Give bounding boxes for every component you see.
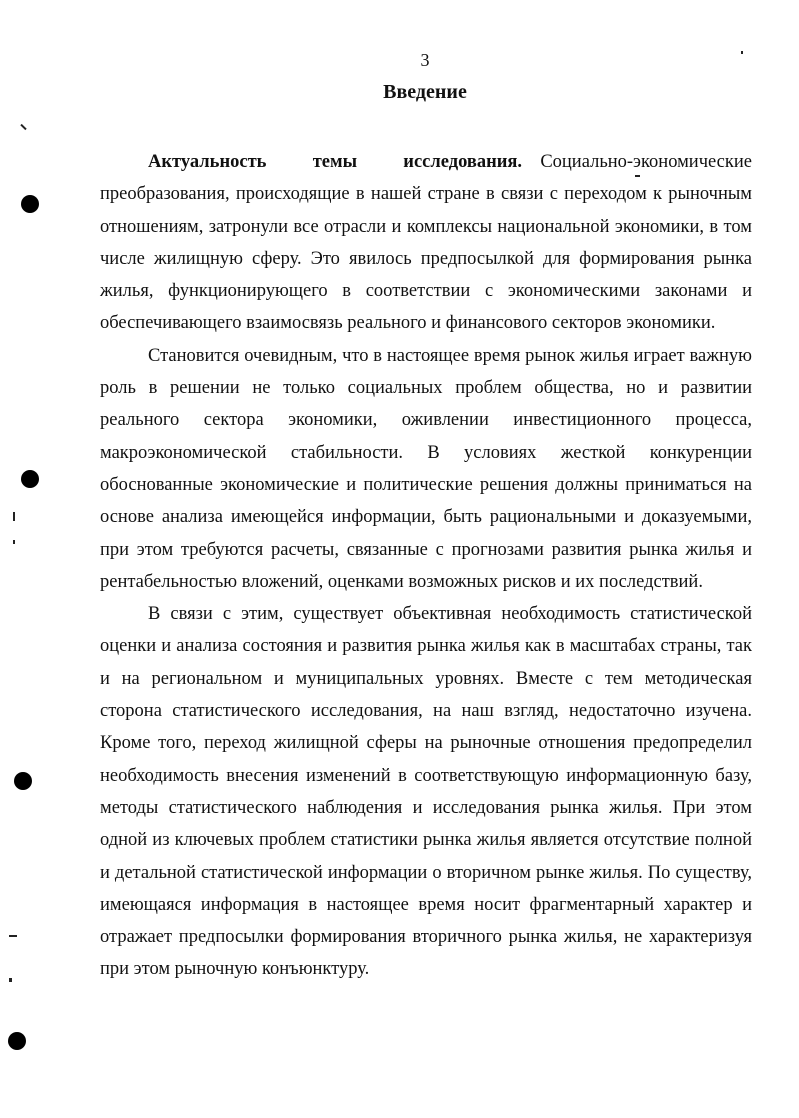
paragraph <box>100 340 752 598</box>
scan-speck <box>20 124 26 130</box>
document-body <box>100 146 752 986</box>
scan-speck <box>13 540 15 544</box>
paragraph-lead: Актуальность темы исследования. <box>148 152 523 172</box>
paragraph <box>100 598 752 986</box>
paragraph-text: В связи с этим, существует объективная необходимость статистической оценки и анализа состояния и развития рынка жилья как в масштабах страны, так и на региональном и муниципальных уровнях. Вместе с тем методическая сторона статистического исследования, на наш взгляд, недостаточно изучена. Кроме того, переход жилищной сферы на рыночные отношения предопределил необходимость внесения изменений в соответствующую информационную базу, методы статистического наблюдения и исследования рынка жилья. При этом одной из ключевых проблем статистики рынка жилья является отсутствие полной и детальной статистической информации о вторичном рынке жилья. По существу, имеющаяся информация в настоящее время носит фрагментарный характер и отражает предпосылки формирования вторичного рынка жилья, не характеризуя при этом рыночную конъюнктуру. <box>100 604 752 980</box>
scan-speck <box>9 935 17 937</box>
scan-speck <box>13 512 15 521</box>
page-number: 3 <box>420 50 430 70</box>
paragraph-text: Становится очевидным, что в настоящее время рынок жилья играет важную роль в решении не только социальных проблем общества, но и развитии реального сектора экономики, оживлении инвестиционного процесса, макроэкономической стабильности. В условиях жесткой конкуренции обоснованные экономические и политические решения должны приниматься на основе анализа имеющейся информации, быть рациональными и доказуемыми, при этом требуются расчеты, связанные с прогнозами развития рынка жилья и рентабельностью вложений, оценками возможных рисков и их последствий. <box>100 345 752 592</box>
scan-speck <box>9 978 12 982</box>
binder-hole <box>14 772 32 790</box>
section-heading: Введение <box>383 81 467 103</box>
binder-hole <box>21 195 39 213</box>
binder-hole <box>21 470 39 488</box>
paragraph-text: Социально-экономические преобразования, происходящие в нашей стране в связи с переходом к рыночным отношениям, затронули все отрасли и комплексы национальной экономики, в том числе жилищную сферу. Это явилось предпосылкой для формирования рынка жилья, функционирующего в соответствии с экономическими законами и обеспечивающего взаимосвязь реального и финансового секторов экономики. <box>100 152 752 334</box>
binder-hole <box>8 1032 26 1050</box>
paragraph <box>100 146 752 340</box>
